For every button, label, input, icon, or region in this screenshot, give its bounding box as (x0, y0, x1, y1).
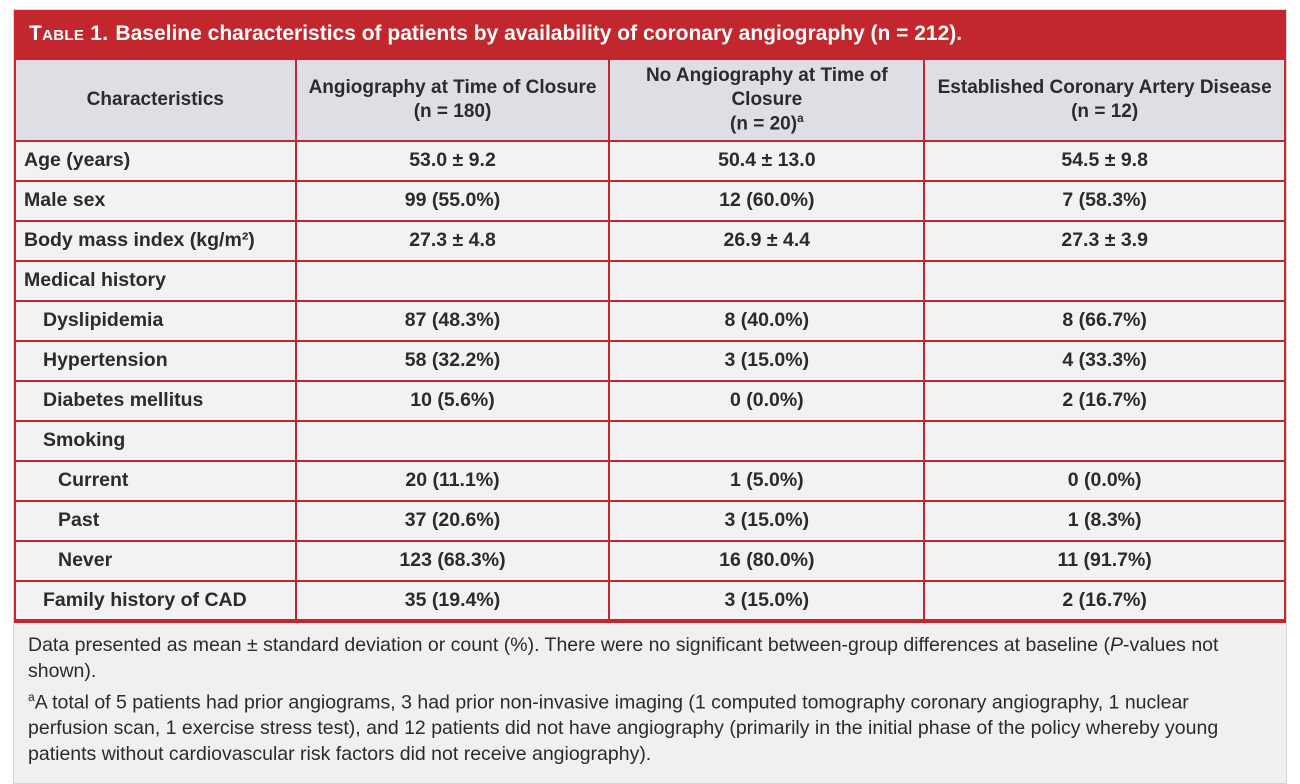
table-row (15, 541, 1285, 581)
section-label: Medical history (15, 261, 296, 301)
table-row (15, 501, 1285, 541)
col-header-n: (n = 180) (413, 100, 492, 122)
cell-value: 35 (19.4%) (296, 581, 610, 621)
col-header-n: (n = 12) (1071, 100, 1139, 122)
col-header-label: No Angiography at Time of Closure (645, 65, 888, 110)
cell-value (924, 261, 1285, 301)
cell-value: 3 (15.0%) (609, 581, 924, 621)
cell-value: 12 (60.0%) (609, 181, 924, 221)
row-label: Body mass index (kg/m²) (15, 221, 296, 261)
table-footnote (14, 623, 1286, 784)
cell-value: 50.4 ± 13.0 (609, 141, 924, 181)
cell-value (609, 421, 924, 461)
table-title: Baseline characteristics of patients by availability of coronary angiography (n = 212). (115, 22, 963, 45)
cell-value: 11 (91.7%) (924, 541, 1285, 581)
cell-value: 27.3 ± 4.8 (296, 221, 610, 261)
col-header-established-cad (924, 59, 1285, 141)
cell-value: 1 (5.0%) (609, 461, 924, 501)
cell-value: 1 (8.3%) (924, 501, 1285, 541)
col-header-n: (n = 20)$^a$ (730, 111, 804, 134)
cell-value: 99 (55.0%) (296, 181, 610, 221)
table-row (15, 381, 1285, 421)
table-row (15, 301, 1285, 341)
table-number: Table 1. (29, 22, 109, 45)
cell-value: 3 (15.0%) (609, 501, 924, 541)
cell-value (296, 421, 610, 461)
cell-value: 27.3 ± 3.9 (924, 221, 1285, 261)
cell-value (296, 261, 610, 301)
cell-value: 8 (66.7%) (924, 301, 1285, 341)
cell-value: 54.5 ± 9.8 (924, 141, 1285, 181)
cell-value: 10 (5.6%) (296, 381, 610, 421)
footnote-marker: a (797, 111, 804, 125)
table-section-row (15, 421, 1285, 461)
row-label: Diabetes mellitus (15, 381, 296, 421)
cell-value: 2 (16.7%) (924, 581, 1285, 621)
cell-value: 2 (16.7%) (924, 381, 1285, 421)
cell-value: 87 (48.3%) (296, 301, 610, 341)
col-header-no-angiography (609, 59, 924, 141)
row-label: Hypertension (15, 341, 296, 381)
baseline-characteristics-table (14, 58, 1286, 623)
cell-value: 0 (0.0%) (924, 461, 1285, 501)
table-row (15, 581, 1285, 621)
col-header-label: Established Coronary Artery Disease (937, 77, 1272, 99)
col-header-label: Characteristics (86, 88, 224, 110)
cell-value: 123 (68.3%) (296, 541, 610, 581)
col-header-characteristics (15, 59, 296, 141)
cell-value: 26.9 ± 4.4 (609, 221, 924, 261)
table-row (15, 461, 1285, 501)
cell-value: 16 (80.0%) (609, 541, 924, 581)
header-row (15, 59, 1285, 141)
table-title-bar (14, 10, 1286, 58)
cell-value: 37 (20.6%) (296, 501, 610, 541)
table-row (15, 341, 1285, 381)
cell-value: 0 (0.0%) (609, 381, 924, 421)
cell-value: 7 (58.3%) (924, 181, 1285, 221)
table-row (15, 141, 1285, 181)
cell-value (924, 421, 1285, 461)
table-figure (13, 9, 1287, 784)
col-header-angiography (296, 59, 610, 141)
footnote-line-1: Data presented as mean ± standard deviation or count (%). There were no significant between-group differences at baseline (P-values not shown). (28, 633, 1219, 682)
cell-value: 58 (32.2%) (296, 341, 610, 381)
row-label: Dyslipidemia (15, 301, 296, 341)
cell-value: 53.0 ± 9.2 (296, 141, 610, 181)
table-section-row (15, 261, 1285, 301)
italic-p: P (1110, 633, 1124, 656)
cell-value: 20 (11.1%) (296, 461, 610, 501)
table-row (15, 181, 1285, 221)
footnote-marker: a (28, 689, 35, 704)
row-label: Never (15, 541, 296, 581)
section-label: Smoking (15, 421, 296, 461)
cell-value: 4 (33.3%) (924, 341, 1285, 381)
row-label: Past (15, 501, 296, 541)
table-row (15, 221, 1285, 261)
footnote-note-a: $^a$A total of 5 patients had prior angiograms, 3 had prior non-invasive imaging (1 computed tomography coronary angiography, 1 nuclear perfusion scan, 1 exercise stress test), and 12 patients did not have angiography (primarily in the initial phase of the policy whereby young patients without cardiovascular risk factors did not receive angiography). (28, 689, 1219, 766)
row-label: Current (15, 461, 296, 501)
row-label: Family history of CAD (15, 581, 296, 621)
cell-value (609, 261, 924, 301)
col-header-label: Angiography at Time of Closure (308, 77, 597, 99)
row-label: Male sex (15, 181, 296, 221)
cell-value: 3 (15.0%) (609, 341, 924, 381)
row-label: Age (years) (15, 141, 296, 181)
cell-value: 8 (40.0%) (609, 301, 924, 341)
